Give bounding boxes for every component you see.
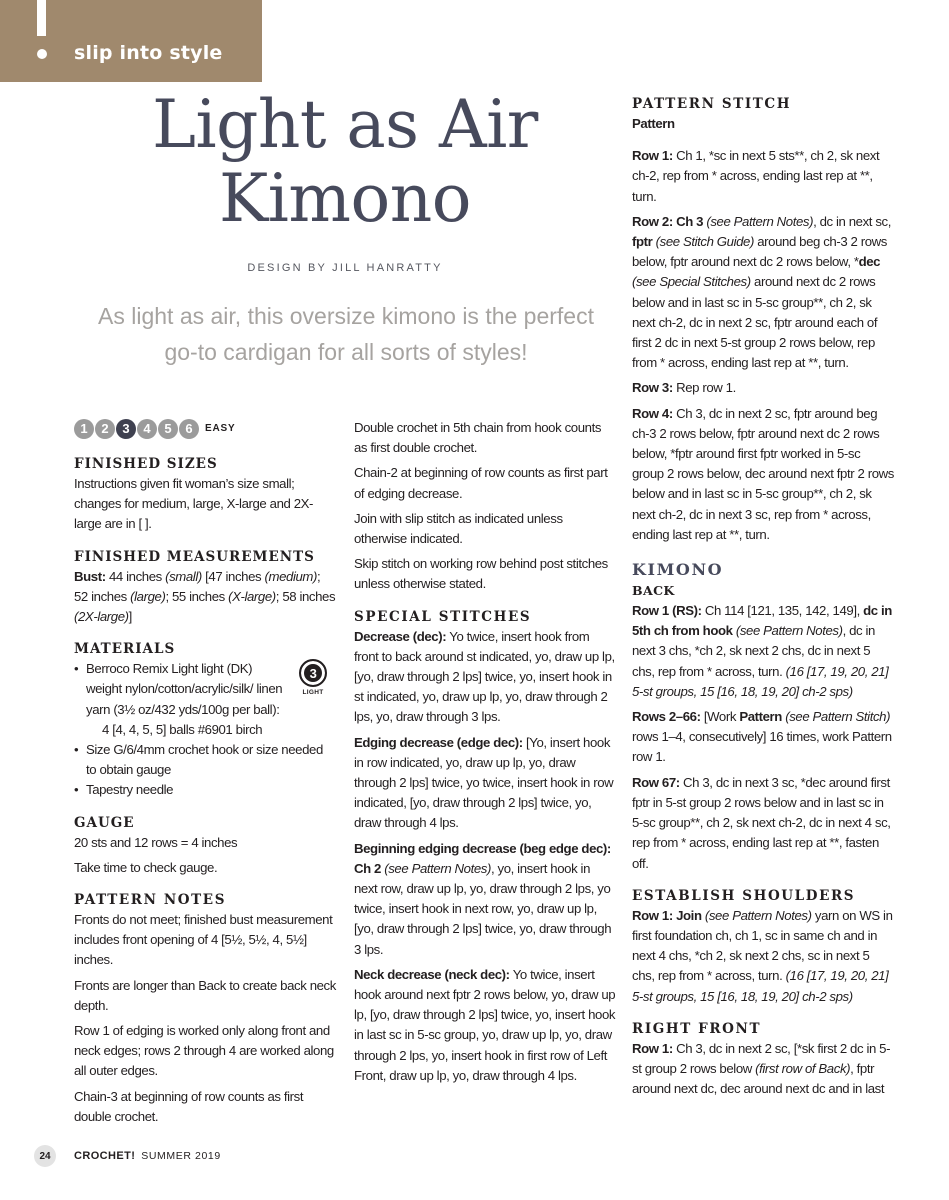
designer-byline: DESIGN BY JILL HANRATTY bbox=[247, 262, 443, 274]
pattern-row-2: Row 2: Ch 3 (see Pattern Notes), dc in next sc, fptr (see Stitch Guide) around beg ch-3 2 rows below, fptr around next dc 2 rows below, *dec (see Special Stitches) around next dc 2 rows below and in last sc in 5-sc group**, ch 2, sk next ch-2, dc in next 2 sc, fptr around each of first 2 dc in next 5-st group 2 rows below, rep from * across, ending last rep at **, turn. bbox=[632, 213, 891, 371]
pattern-note-3: Row 1 of edging is worked only along front and neck edges; rows 2 through 4 are worked along all outer edges. bbox=[74, 1023, 334, 1079]
materials-needle: • Tapestry needle bbox=[74, 780, 336, 800]
materials-heading: MATERIALS bbox=[74, 641, 176, 658]
column-3 bbox=[632, 94, 894, 1104]
measurements-heading: FINISHED MEASUREMENTS bbox=[74, 548, 315, 565]
kimono-heading: KIMONO bbox=[632, 560, 724, 580]
pattern-row-4: Row 4: Ch 3, dc in next 2 sc, fptr around beg ch-3 2 rows below, fptr around next dc 2 rows below, *fptr around first fptr worked in 5-sc group 2 rows below, dec around next fptr 2 rows below and in last sc in 5-sc group**, ch 2, sk next ch-2, dc in next 3 sc, rep from * across, ending last rep at **, turn. bbox=[632, 405, 894, 542]
stitch-decrease: Decrease (dec): Yo twice, insert hook from front to back around st indicated, yo, draw up lp, [yo, draw through 2 lps] twice, yo, insert hook in st indicated, yo, draw up lp, yo, draw through 2 lps, yo, draw through 3 lps. bbox=[354, 628, 615, 725]
pattern-note-6: Chain-2 at beginning of row counts as first part of edging decrease. bbox=[354, 465, 608, 501]
pattern-note-1: Fronts do not meet; finished bust measurement includes front opening of 4 [5½, 5½, 4, 5½] inches. bbox=[74, 912, 333, 968]
pattern-note-5: Double crochet in 5th chain from hook counts as first double crochet. bbox=[354, 420, 602, 456]
finished-sizes-heading: FINISHED SIZES bbox=[74, 456, 218, 472]
pattern-subheading: Pattern bbox=[632, 116, 675, 131]
stitch-edging-decrease: Edging decrease (edge dec): [Yo, insert hook in row indicated, yo, draw up lp, yo, draw through 2 lps] twice, yo twice, insert hook in row indicated, [yo, draw through 2 lps] twice, yo, draw through 4 lps. bbox=[354, 734, 614, 831]
section-banner bbox=[0, 0, 262, 82]
deck-line-2: go-to cardigan for all sorts of styles! bbox=[164, 339, 528, 365]
back-row-1: Row 1 (RS): Ch 114 [121, 135, 142, 149], dc in 5th ch from hook (see Pattern Notes), dc in next 3 chs, *ch 2, sk next 2 chs, dc in next 5 chs, rep from * across, turn. (16 [17, 19, 20, 21] 5-st groups, 15 [16, 18, 19, 20] ch-2 sps) bbox=[632, 603, 892, 699]
measurements-text: Bust: 44 inches (small) [47 inches (medium); 52 inches (large); 55 inches (X-large); 58 inches (2X-large)] bbox=[74, 568, 336, 625]
skill-label: EASY bbox=[205, 422, 236, 434]
title-line-1: Light as Air bbox=[152, 86, 538, 163]
section-label: slip into style bbox=[74, 42, 223, 64]
column-2 bbox=[354, 418, 616, 1091]
establish-shoulders-heading: ESTABLISH SHOULDERS bbox=[632, 887, 856, 904]
special-stitches-heading: SPECIAL STITCHES bbox=[354, 608, 532, 625]
skill-level-5: 5 bbox=[158, 419, 178, 439]
pattern-row-1: Row 1: Ch 1, *sc in next 5 sts**, ch 2, sk next ch-2, rep from * across, ending last rep at **, turn. bbox=[632, 148, 880, 204]
materials-yarn: • Berroco Remix Light light (DK) weight nylon/cotton/acrylic/silk/ linen yarn (3½ oz/432 yds/100g per ball): 4 [4, 4, 5, 5] balls #6901 birch 3 LIGHT bbox=[74, 659, 336, 740]
stitch-neck-decrease: Neck decrease (neck dec): Yo twice, insert hook around next fptr 2 rows below, yo, draw up lp, [yo, draw through 2 lps] twice, yo, insert hook in last sc in 5-sc group, yo, draw up lp, yo, draw through 2 lps, yo, insert hook in first row of Left Front, draw up lp, yo, draw through 4 lps. bbox=[354, 966, 616, 1083]
skill-level-4: 4 bbox=[137, 419, 157, 439]
page-title bbox=[80, 88, 610, 236]
gauge-line-1: 20 sts and 12 rows = 4 inches bbox=[74, 834, 238, 850]
stitch-beginning-edging-decrease: Beginning edging decrease (beg edge dec): Ch 2 (see Pattern Notes), yo, insert hook in next row, draw up lp, yo, draw through 2 lps, yo twice, insert hook in next row, yo, draw up lp, [yo, draw through 2 lps] twice, yo, draw through 3 lps. bbox=[354, 840, 612, 957]
skill-level-3: 3 bbox=[116, 419, 136, 439]
gauge-heading: GAUGE bbox=[74, 814, 135, 831]
pattern-stitch-heading: PATTERN STITCH bbox=[632, 96, 792, 112]
pattern-note-4: Chain-3 at beginning of row counts as first double crochet. bbox=[74, 1088, 304, 1124]
gauge-line-2: Take time to check gauge. bbox=[74, 859, 218, 875]
back-rows-2-66: Rows 2–66: [Work Pattern (see Pattern Stitch) rows 1–4, consecutively] 16 times, work Pattern row 1. bbox=[632, 709, 892, 765]
column-1 bbox=[74, 418, 336, 1132]
skill-level bbox=[74, 418, 336, 440]
banner-dot bbox=[37, 49, 47, 59]
shoulders-row-1: Row 1: Join (see Pattern Notes) yarn on WS in first foundation ch, ch 1, sc in same ch and in next 4 chs, *ch 2, sk next 2 chs, sc in next 5 chs, rep from * across, turn. (16 [17, 19, 20, 21] 5-st groups, 15 [16, 18, 19, 20] ch-2 sps) bbox=[632, 907, 893, 1004]
right-front-heading: RIGHT FRONT bbox=[632, 1020, 762, 1037]
finished-sizes-text: Instructions given fit woman’s size small; changes for medium, large, X-large and 2X-large are in [ ]. bbox=[74, 476, 314, 532]
pattern-row-3: Row 3: Rep row 1. bbox=[632, 380, 736, 396]
skill-level-1: 1 bbox=[74, 419, 94, 439]
issue-label: SUMMER 2019 bbox=[141, 1150, 221, 1162]
page-footer bbox=[34, 1145, 221, 1167]
deck-text bbox=[76, 298, 616, 370]
yarn-weight-icon: 3 LIGHT bbox=[298, 659, 328, 697]
pattern-notes-heading: PATTERN NOTES bbox=[74, 892, 227, 909]
banner-bar bbox=[37, 0, 46, 36]
materials-hook: • Size G/6/4mm crochet hook or size needed to obtain gauge bbox=[74, 740, 336, 780]
skill-level-6: 6 bbox=[179, 419, 199, 439]
back-heading: BACK bbox=[632, 583, 675, 599]
pattern-note-8: Skip stitch on working row behind post stitches unless otherwise stated. bbox=[354, 556, 608, 592]
materials-list bbox=[74, 659, 336, 800]
skill-level-2: 2 bbox=[95, 419, 115, 439]
pattern-note-2: Fronts are longer than Back to create back neck depth. bbox=[74, 977, 336, 1013]
deck-line-1: As light as air, this oversize kimono is the perfect bbox=[98, 303, 594, 329]
page-number: 24 bbox=[34, 1145, 56, 1167]
right-front-row-1: Row 1: Ch 3, dc in next 2 sc, [*sk first 2 dc in 5-st group 2 rows below (first row of Back), fptr around next dc, dec around next dc and in last bbox=[632, 1040, 891, 1097]
magazine-name: CROCHET! bbox=[74, 1150, 136, 1162]
back-row-67: Row 67: Ch 3, dc in next 3 sc, *dec around first fptr in 5-st group 2 rows below and in last sc in 5-sc group**, ch 2, sk next ch-2, dc in next 4 sc, rep from * across, ending last rep at **, fasten off. bbox=[632, 774, 891, 871]
title-line-2: Kimono bbox=[219, 160, 471, 237]
pattern-note-7: Join with slip stitch as indicated unless otherwise indicated. bbox=[354, 510, 563, 547]
